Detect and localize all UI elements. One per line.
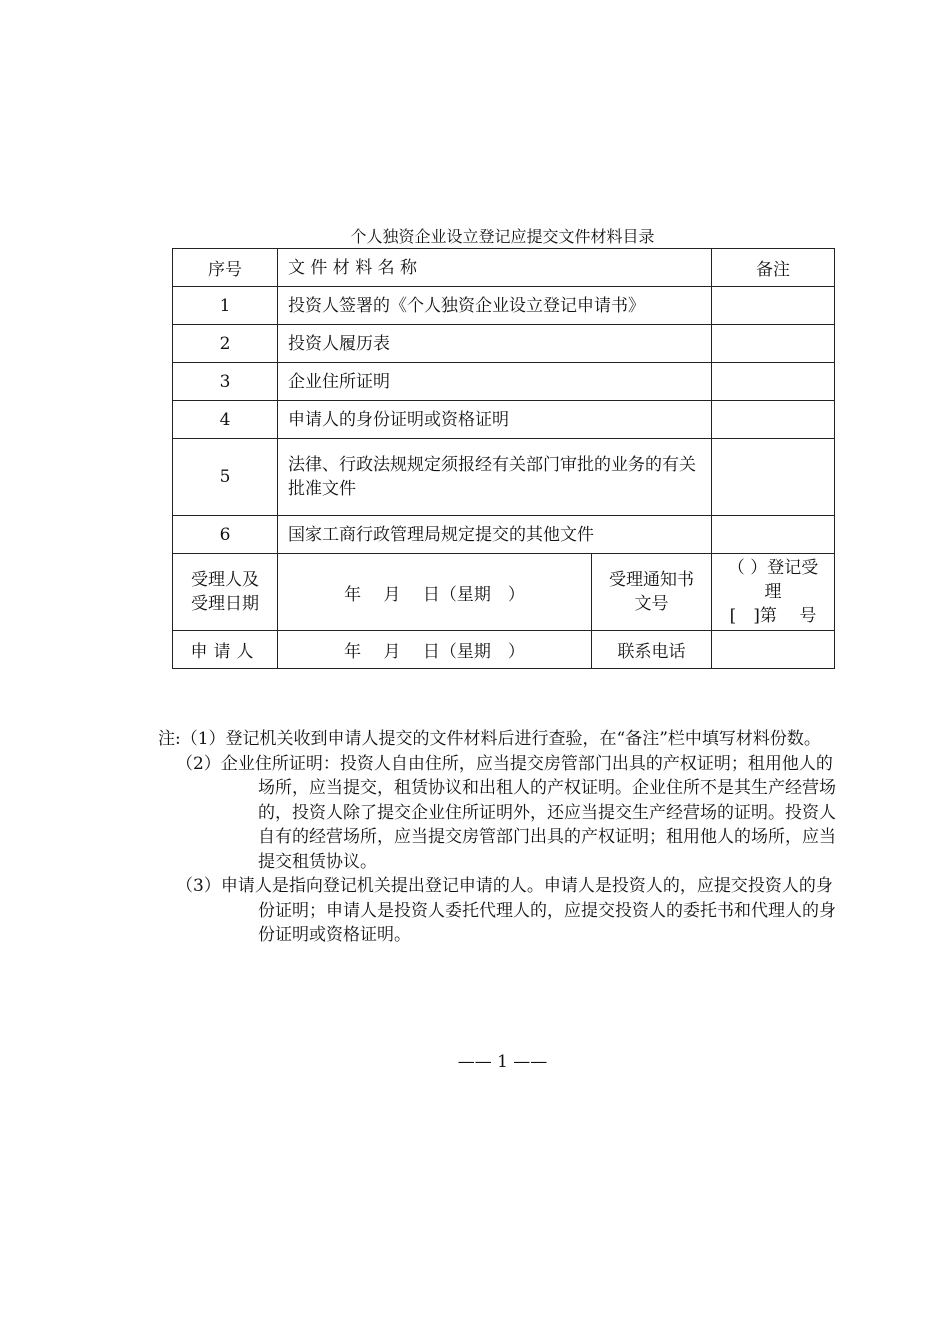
- receipt-label-line2: 受理日期: [191, 594, 259, 614]
- row-remark[interactable]: [712, 401, 835, 439]
- row-remark[interactable]: [712, 287, 835, 325]
- notice-value-line2: 理: [764, 582, 782, 602]
- table-row: [173, 516, 835, 554]
- notice-value-line1: （ ）登记受: [727, 558, 819, 578]
- table-row: [173, 401, 835, 439]
- row-seq: 5: [173, 439, 278, 516]
- row-remark[interactable]: [712, 516, 835, 554]
- receipt-row: [173, 554, 835, 631]
- applicant-label: 申请人: [173, 631, 278, 669]
- table-row: [173, 287, 835, 325]
- header-remark: 备注: [712, 249, 835, 287]
- page-number: —— 1 ——: [457, 1052, 548, 1072]
- phone-label: 联系电话: [592, 631, 712, 669]
- note-2: （2）企业住所证明：投资人自由住所，应当提交房管部门出具的产权证明；租用他人的场所，应当提交，租赁协议和出租人的产权证明。企业住所不是其生产经营场的，投资人除了提交企业住所证明外，还应当提交生产经营场的证明。投资人自有的经营场所，应当提交房管部门出具的产权证明；租用他人的场所，应当提交租赁协议。: [176, 753, 836, 872]
- receipt-label: [173, 554, 278, 631]
- notice-value-line3: [ ]第 号: [729, 606, 817, 626]
- row-name: 投资人签署的《个人独资企业设立登记申请书》: [278, 287, 712, 325]
- row-name: 法律、行政法规规定须报经有关部门审批的业务的有关批准文件: [278, 439, 712, 516]
- row-name: 企业住所证明: [278, 363, 712, 401]
- row-remark[interactable]: [712, 439, 835, 516]
- row-name: 国家工商行政管理局规定提交的其他文件: [278, 516, 712, 554]
- table-header-row: [173, 249, 835, 287]
- notice-value[interactable]: [712, 554, 835, 631]
- note-1: 注:（1）登记机关收到申请人提交的文件材料后进行查验，在“备注”栏中填写材料份数。: [158, 729, 821, 749]
- header-seq: 序号: [173, 249, 278, 287]
- table-row: [173, 325, 835, 363]
- notice-label-line2: 文号: [634, 594, 669, 614]
- row-seq: 3: [173, 363, 278, 401]
- notes-section: [158, 727, 838, 948]
- table-row: [173, 363, 835, 401]
- notice-label-line1: 受理通知书: [609, 570, 694, 590]
- row-seq: 6: [173, 516, 278, 554]
- applicant-date[interactable]: 年 月 日（星期 ）: [278, 631, 592, 669]
- row-seq: 1: [173, 287, 278, 325]
- applicant-row: [173, 631, 835, 669]
- row-remark[interactable]: [712, 363, 835, 401]
- header-name: 文 件 材 料 名 称: [278, 249, 712, 287]
- row-remark[interactable]: [712, 325, 835, 363]
- receipt-label-line1: 受理人及: [191, 570, 259, 590]
- row-name: 投资人履历表: [278, 325, 712, 363]
- row-seq: 2: [173, 325, 278, 363]
- document-title: 个人独资企业设立登记应提交文件材料目录: [350, 227, 655, 246]
- row-seq: 4: [173, 401, 278, 439]
- note-3: （3）申请人是指向登记机关提出登记申请的人。申请人是投资人的，应提交投资人的身份证明；申请人是投资人委托代理人的，应提交投资人的委托书和代理人的身份证明或资格证明。: [176, 876, 836, 945]
- row-name: 申请人的身份证明或资格证明: [278, 401, 712, 439]
- notice-label: [592, 554, 712, 631]
- receipt-date[interactable]: 年 月 日（星期 ）: [278, 554, 592, 631]
- phone-value[interactable]: [712, 631, 835, 669]
- materials-table: [172, 248, 835, 669]
- table-row: [173, 439, 835, 516]
